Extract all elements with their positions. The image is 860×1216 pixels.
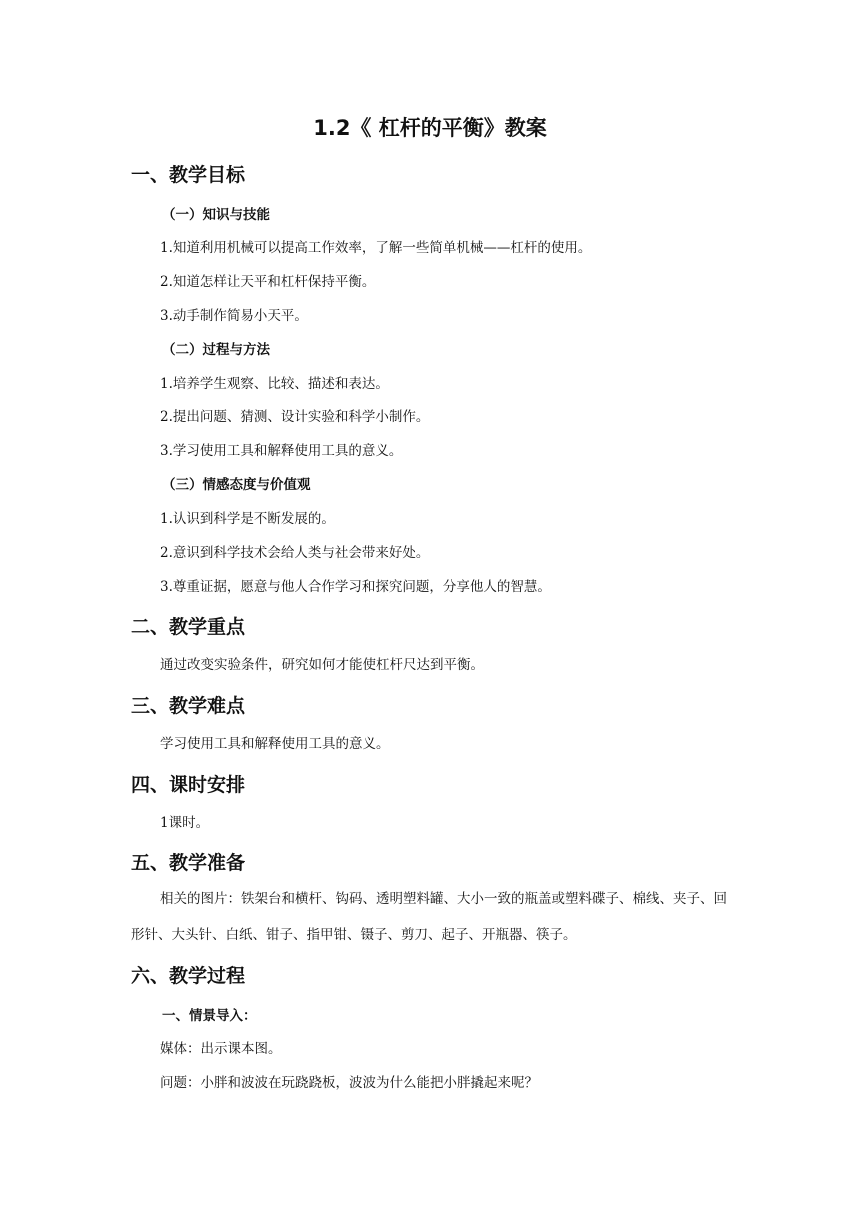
subheading-knowledge-skills: （一）知识与技能 (162, 207, 270, 223)
list-item: 问题：小胖和波波在玩跷跷板，波波为什么能把小胖撬起来呢？ (160, 1075, 538, 1091)
section-heading-key-points: 二、教学重点 (131, 616, 246, 638)
section-heading-preparation: 五、教学准备 (131, 852, 246, 874)
document-title: 1.2《 杠杆的平衡》教案 (313, 116, 547, 140)
preparation-text: 相关的图片：铁架台和横杆、钩码、透明塑料罐、大小一致的瓶盖或塑料碟子、棉线、夹子、回形针、大头针、白纸、钳子、指甲钳、镊子、剪刀、起子、开瓶器、筷子。 (131, 891, 727, 943)
list-item: 3.尊重证据，愿意与他人合作学习和探究问题，分享他人的智慧。 (160, 579, 551, 595)
list-item: 1.知道利用机械可以提高工作效率，了解一些简单机械——杠杆的使用。 (160, 240, 592, 256)
section-heading-difficulties: 三、教学难点 (131, 695, 246, 717)
subheading-process-methods: （二）过程与方法 (162, 342, 270, 358)
list-item: 1.认识到科学是不断发展的。 (160, 511, 335, 527)
subheading-scenario-intro: 一、情景导入： (162, 1008, 257, 1024)
subheading-attitude-values: （三）情感态度与价值观 (162, 477, 311, 493)
list-item: 2.提出问题、猜测、设计实验和科学小制作。 (160, 409, 430, 425)
list-item: 3.动手制作简易小天平。 (160, 308, 308, 324)
key-points-text: 通过改变实验条件，研究如何才能使杠杆尺达到平衡。 (160, 657, 484, 673)
list-item: 2.知道怎样让天平和杠杆保持平衡。 (160, 274, 376, 290)
schedule-text: 1课时。 (160, 815, 210, 831)
section-heading-schedule: 四、课时安排 (131, 774, 246, 796)
list-item: 3.学习使用工具和解释使用工具的意义。 (160, 443, 403, 459)
section-heading-process: 六、教学过程 (131, 965, 246, 987)
list-item: 1.培养学生观察、比较、描述和表达。 (160, 376, 389, 392)
difficulties-text: 学习使用工具和解释使用工具的意义。 (160, 736, 390, 752)
list-item: 2.意识到科学技术会给人类与社会带来好处。 (160, 545, 430, 561)
list-item: 媒体：出示课本图。 (160, 1041, 282, 1057)
section-heading-objectives: 一、教学目标 (131, 164, 246, 186)
